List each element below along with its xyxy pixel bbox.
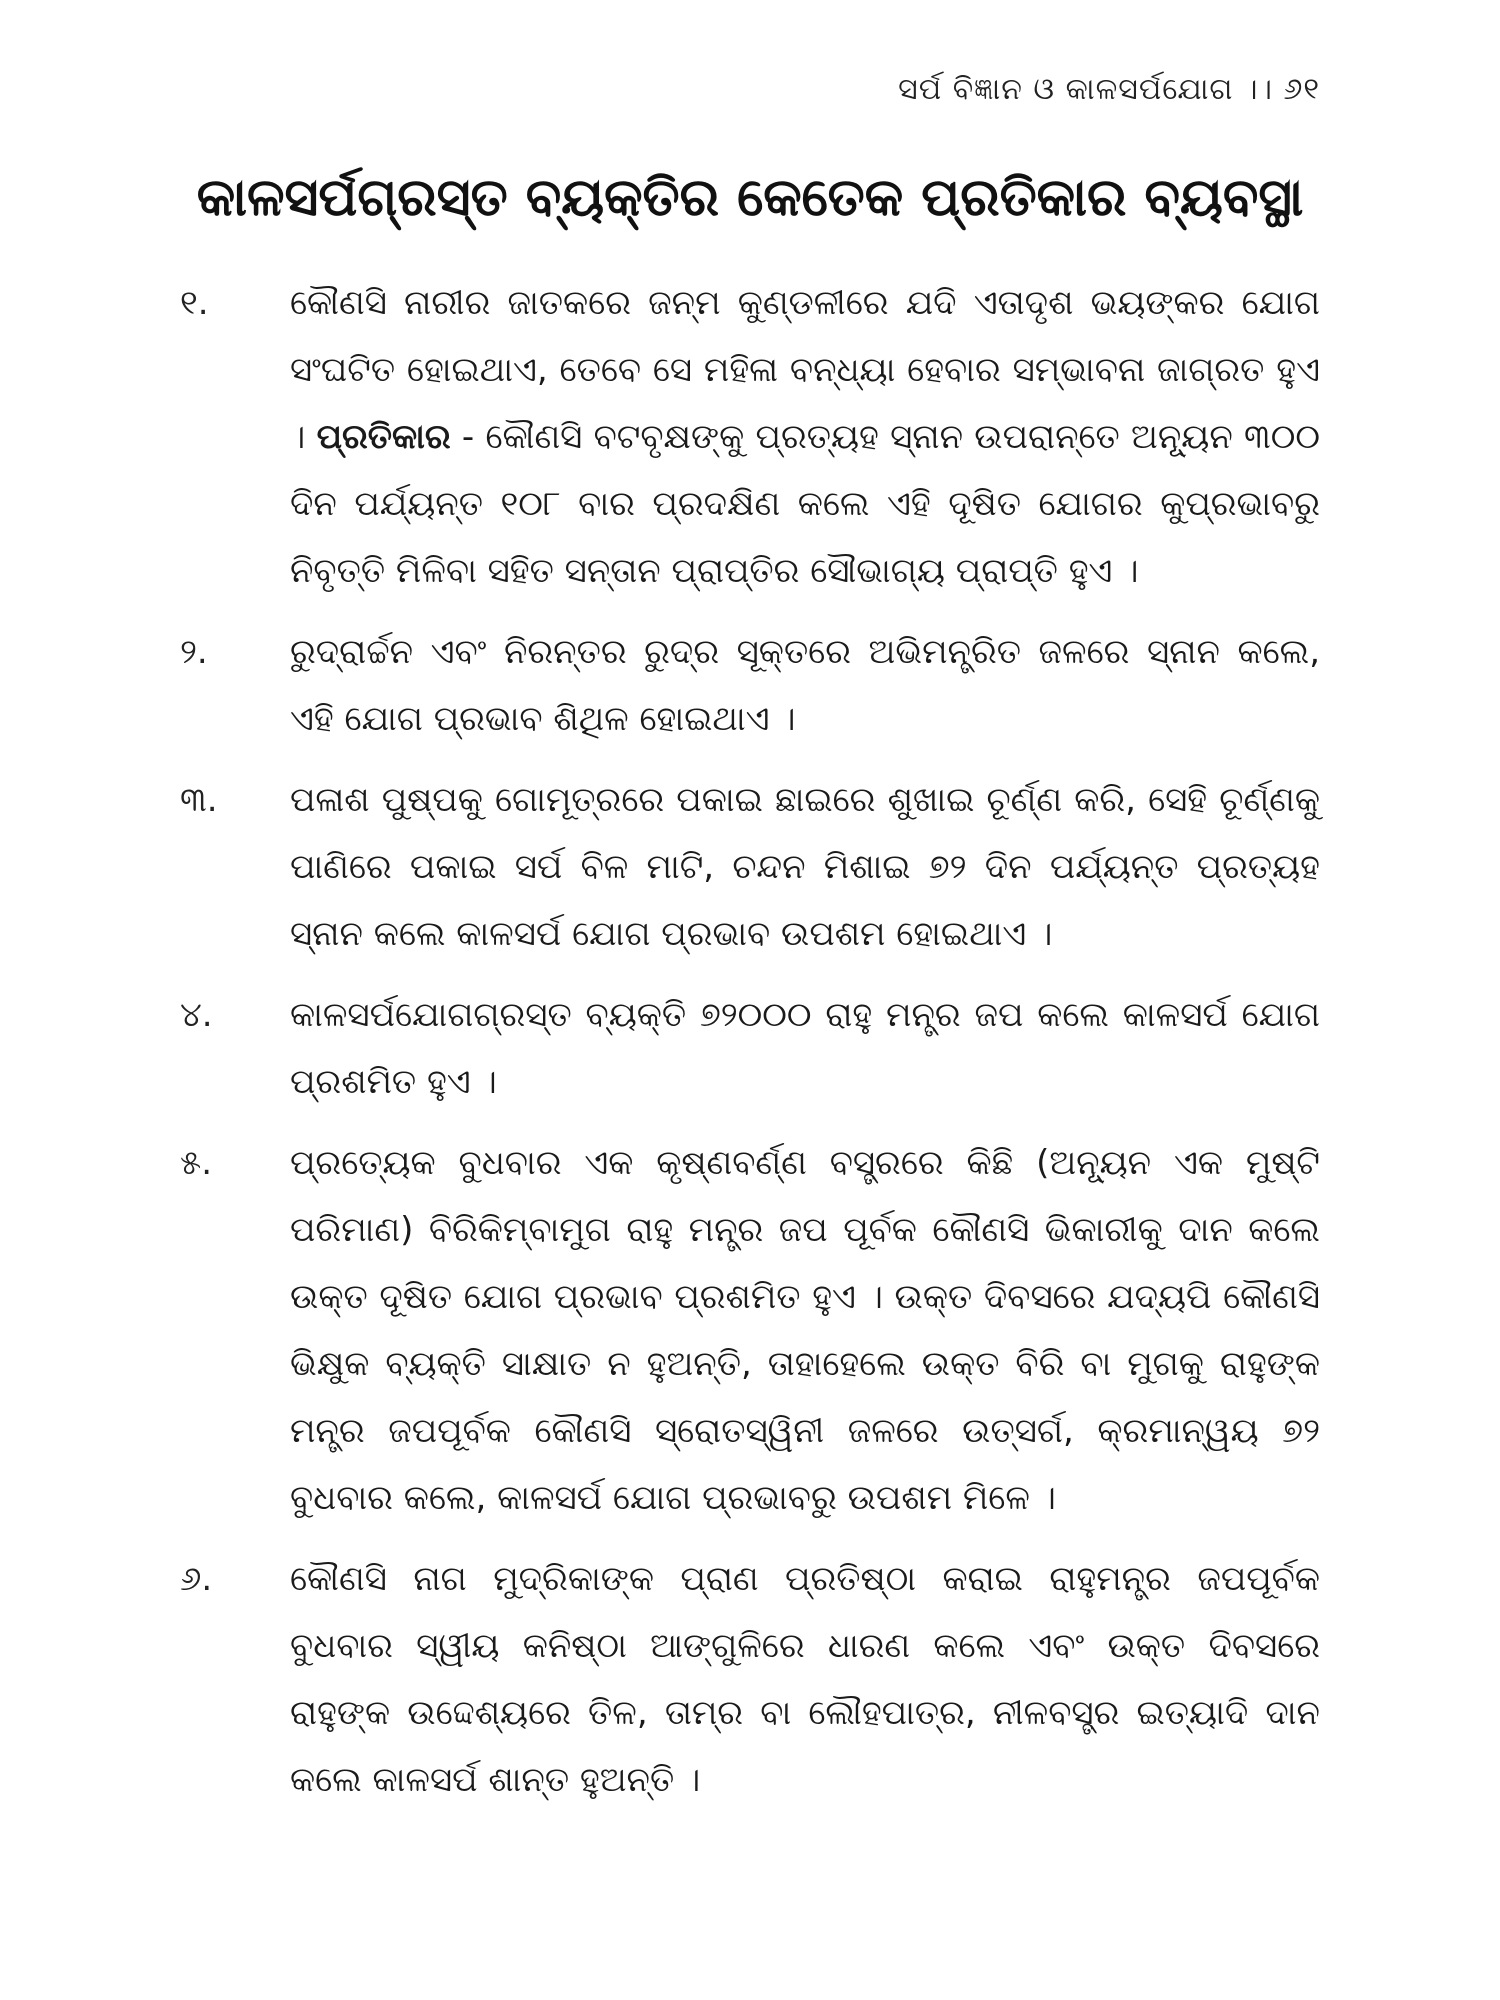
chapter-title: କାଳସର୍ପଗ୍ରସ୍ତ ବ୍ୟକ୍ତିର କେତେକ ପ୍ରତିକାର ବ୍ୟବସ୍ଥା — [196, 168, 1304, 228]
list-item — [180, 619, 1320, 753]
item-number: ୩. — [180, 780, 218, 820]
item-number: ୧. — [180, 283, 209, 323]
item-text: ରୁଦ୍ରାର୍ଚ୍ଚନ ଏବଂ ନିରନ୍ତର ରୁଦ୍ର ସୂକ୍ତରେ ଅଭିମନ୍ତ୍ରିତ ଜଳରେ ସ୍ନାନ କଲେ, ଏହି ଯୋଗ ପ୍ରଭାବ ଶିଥିଳ ହୋଇଥାଏ । — [290, 632, 1320, 739]
item-text: ପ୍ରତ୍ୟେକ ବୁଧବାର ଏକ କୃଷ୍ଣବର୍ଣ୍ଣ ବସ୍ତ୍ରରେ କିଛି (ଅନ୍ୟୂନ ଏକ ମୁଷ୍ଟି ପରିମାଣ) ବିରିକିମ୍ବାମୁଗ ରାହୁ ମନ୍ତ୍ର ଜପ ପୂର୍ବକ କୌଣସି ଭିକାରୀକୁ ଦାନ କଲେ ଉକ୍ତ ଦୂଷିତ ଯୋଗ ପ୍ରଭାବ ପ୍ରଶମିତ ହୁଏ । ଉକ୍ତ ଦିବସରେ ଯଦ୍ୟପି କୌଣସି ଭିକ୍ଷୁକ ବ୍ୟକ୍ତି ସାକ୍ଷାତ ନ ହୁଅନ୍ତି, ତାହାହେଲେ ଉକ୍ତ ବିରି ବା ମୁଗକୁ ରାହୁଙ୍କ ମନ୍ତ୍ର ଜପପୂର୍ବକ କୌଣସି ସ୍ରୋତସ୍ୱିନୀ ଜଳରେ ଉତ୍ସର୍ଗ, କ୍ରମାନ୍ୱୟ ୭୨ ବୁଧବାର କଲେ, କାଳସର୍ପ ଯୋଗ ପ୍ରଭାବରୁ ଉପଶମ ମିଳେ । — [290, 1143, 1320, 1518]
item-number: ୫. — [180, 1143, 213, 1183]
list-item — [180, 767, 1320, 968]
list-item — [180, 270, 1320, 605]
item-text: ପଳାଶ ପୁଷ୍ପକୁ ଗୋମୂତ୍ରରେ ପକାଇ ଛାଇରେ ଶୁଖାଇ ଚୂର୍ଣ୍ଣ କରି, ସେହି ଚୂର୍ଣ୍ଣକୁ ପାଣିରେ ପକାଇ ସର୍ପ ବିଳ ମାଟି, ଚନ୍ଦନ ମିଶାଇ ୭୨ ଦିନ ପର୍ଯ୍ୟନ୍ତ ପ୍ରତ୍ୟହ ସ୍ନାନ କଲେ କାଳସର୍ପ ଯୋଗ ପ୍ରଭାବ ଉପଶମ ହୋଇଥାଏ । — [290, 780, 1320, 954]
item-text — [290, 270, 1320, 605]
item-text-part: - କୌଣସି ବଟବୃକ୍ଷଙ୍କୁ ପ୍ରତ୍ୟହ ସ୍ନାନ ଉପରାନ୍ତେ ଅନ୍ୟୂନ ୩୦୦ ଦିନ ପର୍ଯ୍ୟନ୍ତ ୧୦୮ ବାର ପ୍ରଦକ୍ଷିଣ କଲେ ଏହି ଦୂଷିତ ଯୋଗର କୁପ୍ରଭାବରୁ ନିବୃତ୍ତି ମିଳିବା ସହିତ ସନ୍ତାନ ପ୍ରାପ୍ତିର ସୌଭାଗ୍ୟ ପ୍ରାପ୍ତି ହୁଏ । — [290, 417, 1320, 591]
item-text: କୌଣସି ନାଗ ମୁଦ୍ରିକାଙ୍କ ପ୍ରାଣ ପ୍ରତିଷ୍ଠା କରାଇ ରାହୁମନ୍ତ୍ର ଜପପୂର୍ବକ ବୁଧବାର ସ୍ୱୀୟ କନିଷ୍ଠା ଆଙ୍ଗୁଳିରେ ଧାରଣ କଲେ ଏବଂ ଉକ୍ତ ଦିବସରେ ରାହୁଙ୍କ ଉଦ୍ଦେଶ୍ୟରେ ତିଳ, ତାମ୍ର ବା ଲୌହପାତ୍ର, ନୀଳବସ୍ତ୍ର ଇତ୍ୟାଦି ଦାନ କଲେ କାଳସର୍ପ ଶାନ୍ତ ହୁଅନ୍ତି । — [290, 1559, 1320, 1800]
item-number: ୬. — [180, 1559, 213, 1599]
list-item — [180, 982, 1320, 1116]
list-item — [180, 1130, 1320, 1532]
item-text: କାଳସର୍ପଯୋଗଗ୍ରସ୍ତ ବ୍ୟକ୍ତି ୭୨୦୦୦ ରାହୁ ମନ୍ତ୍ର ଜପ କଲେ କାଳସର୍ପ ଯୋଗ ପ୍ରଶମିତ ହୁଏ । — [290, 995, 1320, 1102]
item-number: ୪. — [180, 995, 213, 1035]
remedy-label: ପ୍ରତିକାର — [316, 417, 451, 457]
item-number: ୨. — [180, 632, 208, 672]
list-item — [180, 1546, 1320, 1814]
remedy-list — [180, 270, 1320, 1828]
running-head: ସର୍ପ ବିଜ୍ଞାନ ଓ କାଳସର୍ପଯୋଗ ।। ୬୧ — [898, 72, 1320, 107]
item-text-part: କୌଣସି ନାରୀର ଜାତକରେ ଜନ୍ମ କୁଣ୍ଡଳୀରେ ଯଦି ଏତାଦୃଶ ଭୟଙ୍କର ଯୋଗ ସଂଘଟିତ ହୋଇଥାଏ, ତେବେ ସେ ମହିଳା ବନ୍ଧ୍ୟା ହେବାର ସମ୍ଭାବନା ଜାଗ୍ରତ ହୁଏ । — [290, 283, 1320, 457]
